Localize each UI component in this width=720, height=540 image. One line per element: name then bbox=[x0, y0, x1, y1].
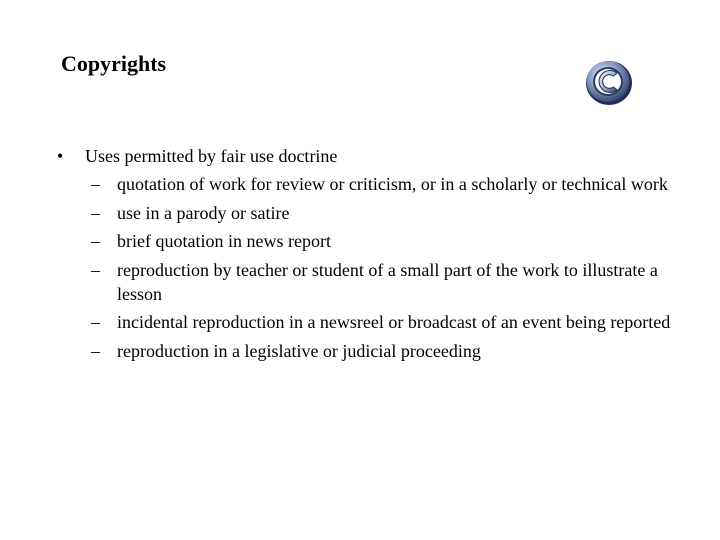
sub-item bbox=[91, 229, 681, 253]
dash-marker: – bbox=[91, 174, 100, 194]
sub-item-text: incidental reproduction in a newsreel or broadcast of an event being reported bbox=[117, 312, 671, 332]
sub-item bbox=[91, 339, 681, 363]
sub-item bbox=[91, 310, 681, 334]
sub-item-text: brief quotation in news report bbox=[117, 231, 331, 251]
dash-marker: – bbox=[91, 312, 100, 332]
sub-item bbox=[91, 201, 681, 225]
sub-item-text: use in a parody or satire bbox=[117, 202, 290, 223]
bullet-marker: • bbox=[57, 146, 64, 166]
sub-item bbox=[91, 172, 681, 196]
dash-marker: – bbox=[91, 259, 100, 280]
bullet-text: Uses permitted by fair use doctrine bbox=[85, 146, 338, 166]
sub-item bbox=[91, 258, 681, 306]
copyright-logo-icon bbox=[583, 56, 635, 108]
sub-item-text: quotation of work for review or criticism, or in a scholarly or technical work bbox=[117, 174, 668, 194]
dash-marker: – bbox=[91, 231, 100, 251]
sub-item-text: reproduction in a legislative or judicial proceeding bbox=[117, 340, 481, 361]
sub-list bbox=[91, 172, 681, 367]
slide-title: Copyrights bbox=[61, 51, 167, 76]
sub-item-text: reproduction by teacher or student of a small part of the work to illustrate a lesson bbox=[117, 259, 658, 304]
dash-marker: – bbox=[91, 202, 100, 223]
dash-marker: – bbox=[91, 340, 100, 361]
